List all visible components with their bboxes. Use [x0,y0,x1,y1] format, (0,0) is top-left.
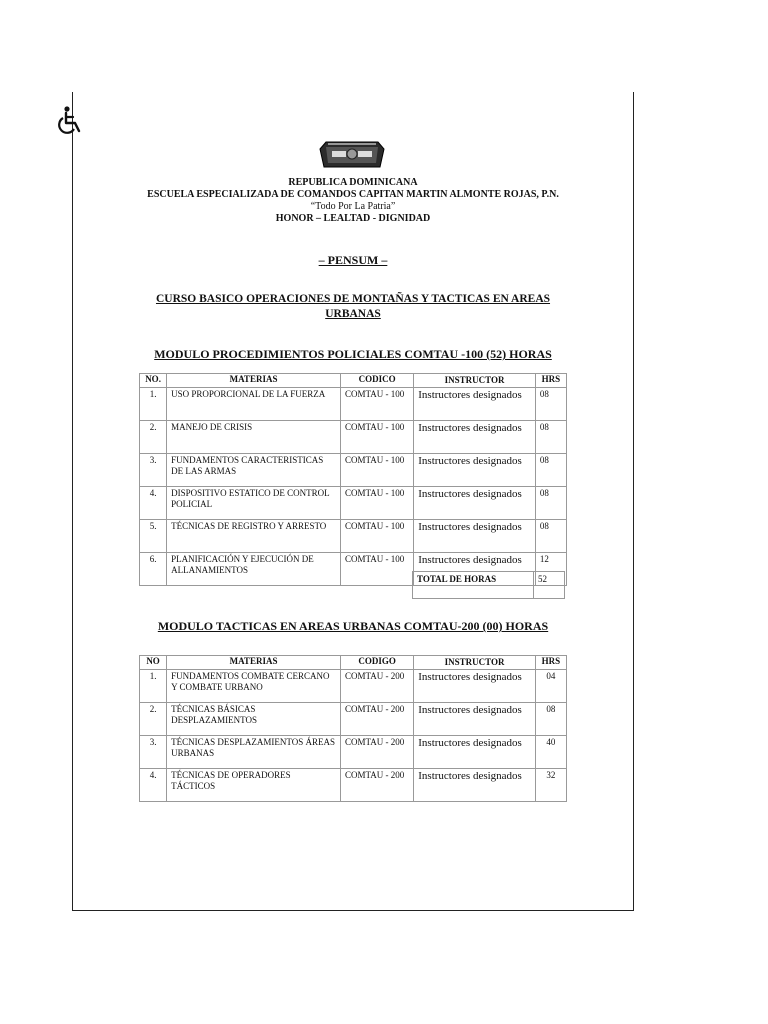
table-row [140,769,567,802]
col-instructor: INSTRUCTOR [414,374,536,388]
cell-codigo: COMTAU - 100 [340,454,413,487]
header-values: HONOR – LEALTAD - DIGNIDAD [275,213,431,224]
page-border-right [633,92,634,911]
table-row [140,736,567,769]
col-no: NO [140,656,167,670]
cell-instructor: Instructores designados [414,769,536,802]
cell-materia: FUNDAMENTOS CARACTERISTICAS DE LAS ARMAS [167,454,341,487]
cell-materia: TÉCNICAS DE OPERADORES TÁCTICOS [167,769,341,802]
cell-codigo: COMTAU - 200 [340,670,413,703]
cell-instructor: Instructores designados [414,388,536,421]
module2-title: MODULO TACTICAS EN AREAS URBANAS COMTAU-200 (00) HORAS [157,619,549,633]
cell-codigo: COMTAU - 100 [340,388,413,421]
cell-codigo: COMTAU - 100 [340,487,413,520]
cell-instructor: Instructores designados [414,421,536,454]
cell-hrs: 08 [535,421,566,454]
cell-hrs: 12 [535,553,566,586]
cell-no: 4. [140,487,167,520]
col-codigo: CODICO [340,374,413,388]
col-hrs: HRS [535,374,566,388]
wheelchair-icon[interactable] [54,104,86,136]
table-row [140,703,567,736]
cell-hrs: 08 [535,487,566,520]
col-materias: MATERIAS [167,374,341,388]
module1-table [139,373,567,586]
cell-materia: USO PROPORCIONAL DE LA FUERZA [167,388,341,421]
cell-instructor: Instructores designados [414,703,536,736]
page-border-bottom [72,910,634,911]
cell-codigo: COMTAU - 200 [340,703,413,736]
table-row [140,388,567,421]
cell-no: 2. [140,421,167,454]
cell-hrs: 08 [535,703,566,736]
cell-codigo: COMTAU - 100 [340,520,413,553]
cell-codigo: COMTAU - 100 [340,421,413,454]
cell-hrs: 04 [535,670,566,703]
cell-instructor: Instructores designados [414,553,536,586]
cell-hrs: 08 [535,520,566,553]
col-hrs: HRS [535,656,566,670]
cell-materia: TÉCNICAS DESPLAZAMIENTOS ÁREAS URBANAS [167,736,341,769]
module1-title: MODULO PROCEDIMIENTOS POLICIALES COMTAU -100 (52) HORAS [154,347,552,361]
cell-codigo: COMTAU - 200 [340,736,413,769]
cell-materia: DISPOSITIVO ESTATICO DE CONTROL POLICIAL [167,487,341,520]
page-border-left [72,92,73,911]
course-title: CURSO BASICO OPERACIONES DE MONTAÑAS Y TACTICAS EN AREAS URBANAS [155,293,551,320]
total-label: TOTAL DE HORAS [413,572,534,599]
cell-no: 4. [140,769,167,802]
cell-no: 3. [140,736,167,769]
cell-hrs: 08 [535,388,566,421]
cell-no: 2. [140,703,167,736]
col-no: NO. [140,374,167,388]
cell-hrs: 40 [535,736,566,769]
col-materias: MATERIAS [167,656,341,670]
table-row [140,487,567,520]
cell-instructor: Instructores designados [414,670,536,703]
cell-instructor: Instructores designados [414,454,536,487]
module2-table [139,655,567,802]
cell-materia: TÉCNICAS BÁSICAS DESPLAZAMIENTOS [167,703,341,736]
document-header [120,177,586,225]
cell-no: 5. [140,520,167,553]
cell-codigo: COMTAU - 100 [340,553,413,586]
pensum-title: – PENSUM – [318,253,388,267]
cell-instructor: Instructores designados [414,487,536,520]
cell-materia: FUNDAMENTOS COMBATE CERCANO Y COMBATE URBANO [167,670,341,703]
cell-no: 1. [140,670,167,703]
cell-instructor: Instructores designados [414,736,536,769]
col-instructor: INSTRUCTOR [414,656,536,670]
table-row [140,520,567,553]
total-value: 52 [534,572,565,599]
cell-materia: PLANIFICACIÓN Y EJECUCIÓN DE ALLANAMIENTOS [167,553,341,586]
header-motto: “Todo Por La Patria” [310,201,396,212]
header-country: REPUBLICA DOMINICANA [288,177,418,188]
cell-materia: TÉCNICAS DE REGISTRO Y ARRESTO [167,520,341,553]
cell-no: 3. [140,454,167,487]
module1-total [412,571,565,599]
cell-materia: MANEJO DE CRISIS [167,421,341,454]
cell-no: 1. [140,388,167,421]
cell-no: 6. [140,553,167,586]
header-school: ESCUELA ESPECIALIZADA DE COMANDOS CAPITAN MARTIN ALMONTE ROJAS, P.N. [147,189,559,200]
cell-hrs: 32 [535,769,566,802]
cell-instructor: Instructores designados [414,520,536,553]
cell-hrs: 08 [535,454,566,487]
col-codigo: CODIGO [340,656,413,670]
table-row [140,454,567,487]
table-row [140,421,567,454]
police-emblem [318,139,386,171]
cell-codigo: COMTAU - 200 [340,769,413,802]
table-row [140,670,567,703]
